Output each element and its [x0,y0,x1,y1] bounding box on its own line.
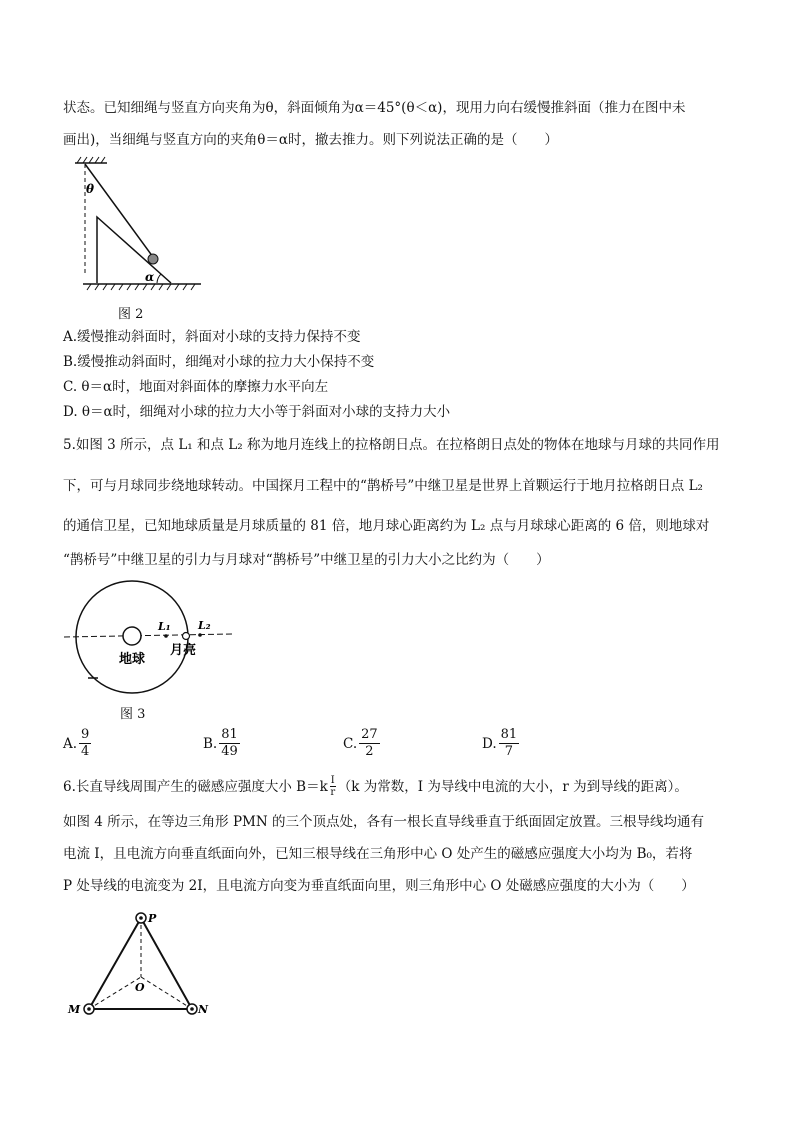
choice-b-den: 49 [221,744,238,759]
choice-c-den: 2 [365,744,374,759]
formula-fraction [330,775,336,798]
q4-option-d: D. θ＝α时，细绳对小球的拉力大小等于斜面对小球的支持力大小 [63,404,451,420]
choice-c-num: 27 [361,727,378,742]
q6-line-1-post: （k 为常数，I 为导线中电流的大小，r 为到导线的距离）。 [337,778,688,795]
theta-label: θ [86,182,95,196]
formula-den: r [330,787,336,798]
choice-a-label: A. [63,735,78,752]
q5-line-2: 下，可与月球同步绕地球转动。中国探月工程中的“鹊桥号”中继卫星是世界上首颗运行于地月拉格朗日点 L₂ [63,478,703,494]
choice-b-num: 81 [221,727,238,742]
q6-line-1 [63,775,688,798]
q4-option-a: A.缓慢推动斜面时，斜面对小球的支持力保持不变 [63,329,361,345]
q4-line-2: 画出)，当细绳与竖直方向的夹角θ＝α时，撤去推力。则下列说法正确的是（ ） [63,132,559,148]
figure-3-caption: 图 3 [120,707,146,722]
choice-a-num: 9 [81,727,90,742]
formula-num: I [330,775,335,786]
earth-label: 地球 [119,652,146,667]
figure-2-incline [65,155,215,305]
l1-label: L₁ [158,620,171,633]
q4-option-c: C. θ＝α时，地面对斜面体的摩擦力水平向左 [63,379,329,395]
moon-label: 月亮 [170,643,197,658]
q5-line-3: 的通信卫星，已知地球质量是月球质量的 81 倍，地月球心距离约为 L₂ 点与月球球心距离的 6 倍，则地球对 [63,518,710,534]
figure-4-triangle [64,905,214,1025]
q4-line-1: 状态。已知细绳与竖直方向夹角为θ，斜面倾角为α＝45°(θ＜α)，现用力向右缓慢推斜面（推力在图中未 [63,100,686,116]
choice-d-label: D. [482,735,497,752]
choice-a-fraction [79,727,91,760]
figure-2-caption: 图 2 [118,307,144,322]
q6-line-3: 电流 I，且电流方向垂直纸面向外，已知三根导线在三角形中心 O 处产生的磁感应强度大小均为 B₀，若将 [63,846,693,862]
q6-line-1-pre: 6.长直导线周围产生的磁感应强度大小 B＝k [63,778,328,795]
choice-d-num: 81 [500,727,518,742]
q5-choice-a [63,727,91,760]
q4-option-b: B.缓慢推动斜面时，细绳对小球的拉力大小保持不变 [63,354,375,370]
q5-choice-d [482,727,519,760]
q6-line-4: P 处导线的电流变为 2I，且电流方向变为垂直纸面向里，则三角形中心 O 处磁感应强度的大小为（ ） [63,878,695,894]
center-o-label: O [135,981,145,994]
l2-label: L₂ [198,619,211,632]
choice-d-den: 7 [504,744,514,759]
figure-3-earth-moon [62,580,237,700]
choice-d-fraction [499,727,520,760]
q6-line-2: 如图 4 所示，在等边三角形 PMN 的三个顶点处，各有一根长直导线垂直于纸面固定放置。三根导线均通有 [63,814,704,830]
q5-line-1: 5.如图 3 所示，点 L₁ 和点 L₂ 称为地月连线上的拉格朗日点。在拉格朗日点处的物体在地球与月球的共同作用 [63,437,720,453]
choice-c-fraction [359,727,380,760]
alpha-label: α [145,270,155,284]
choice-b-label: B. [203,735,218,752]
q5-choice-c [343,727,380,760]
choice-c-label: C. [343,735,358,752]
choice-b-fraction [219,727,240,760]
vertex-m-label: M [68,1003,81,1016]
q5-line-4: “鹊桥号”中继卫星的引力与月球对“鹊桥号”中继卫星的引力大小之比约为（ ） [63,552,550,568]
vertex-n-label: N [198,1003,209,1016]
choice-a-den: 4 [81,744,90,759]
q5-choice-b [203,727,240,760]
vertex-p-label: P [148,912,157,925]
